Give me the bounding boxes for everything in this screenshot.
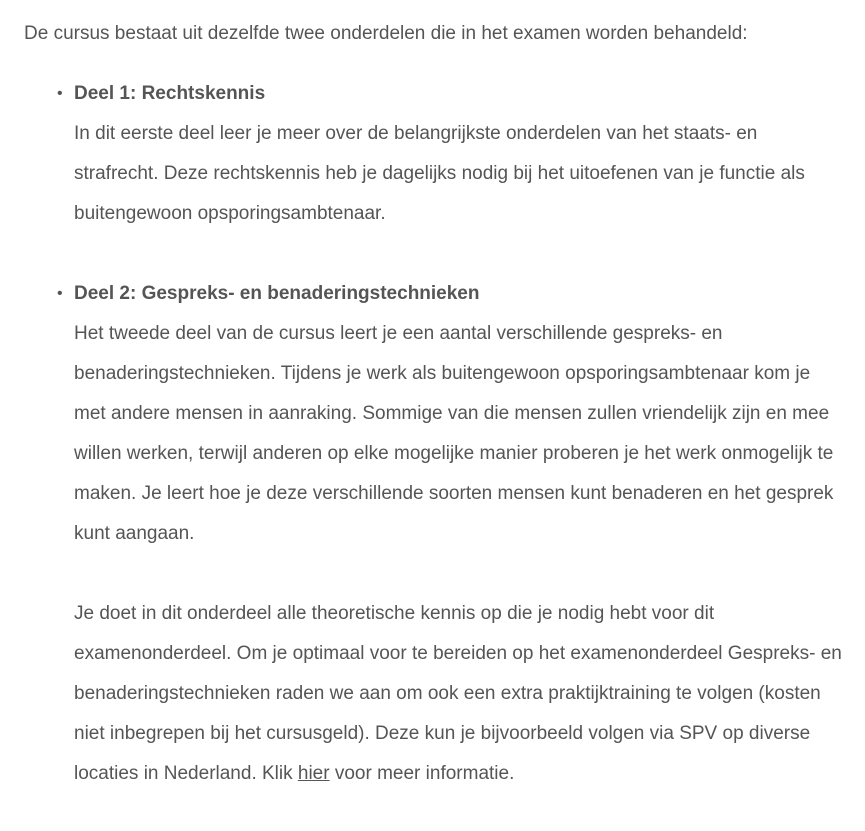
- part-1-title: Deel 1: Rechtskennis: [74, 83, 266, 104]
- part-2-extra-paragraph: [74, 594, 844, 794]
- list-item-part-2: [57, 274, 844, 794]
- part-2-extra-text-start: Je doet in dit onderdeel alle theoretische kennis op die je nodig hebt voor dit examenonderdeel. Om je optimaal voor te bereiden op het examenonderdeel Gespreks- en benaderingstechnieken raden we aan om ook een extra praktijktraining te volgen (kosten niet inbegrepen bij het cursusgeld). Deze kun je bijvoorbeeld volgen via SPV op diverse locaties in Nederland. Klik: [74, 603, 842, 784]
- bullet-icon: •: [57, 85, 63, 102]
- bullet-icon: •: [57, 285, 63, 302]
- course-content: [24, 14, 844, 794]
- intro-paragraph: De cursus bestaat uit dezelfde twee onderdelen die in het examen worden behandeld:: [24, 23, 748, 44]
- course-parts-list: [24, 74, 844, 794]
- part-2-extra-text-end: voor meer informatie.: [329, 763, 515, 784]
- more-info-link[interactable]: hier: [297, 763, 330, 784]
- list-item-part-1: [57, 74, 844, 234]
- part-2-description: Het tweede deel van de cursus leert je een aantal verschillende gespreks- en benaderingstechnieken. Tijdens je werk als buitengewoon opsporingsambtenaar kom je met andere mensen in aanraking. Sommige van die mensen zullen vriendelijk zijn en mee willen werken, terwijl anderen op elke mogelijke manier proberen je het werk onmogelijk te maken. Je leert hoe je deze verschillende soorten mensen kunt benaderen en het gesprek kunt aangaan.: [74, 323, 834, 544]
- part-2-title: Deel 2: Gespreks- en benaderingstechnieken: [74, 283, 480, 304]
- part-1-description: In dit eerste deel leer je meer over de belangrijkste onderdelen van het staats- en strafrecht. Deze rechtskennis heb je dagelijks nodig bij het uitoefenen van je functie als buitengewoon opsporingsambtenaar.: [74, 123, 805, 224]
